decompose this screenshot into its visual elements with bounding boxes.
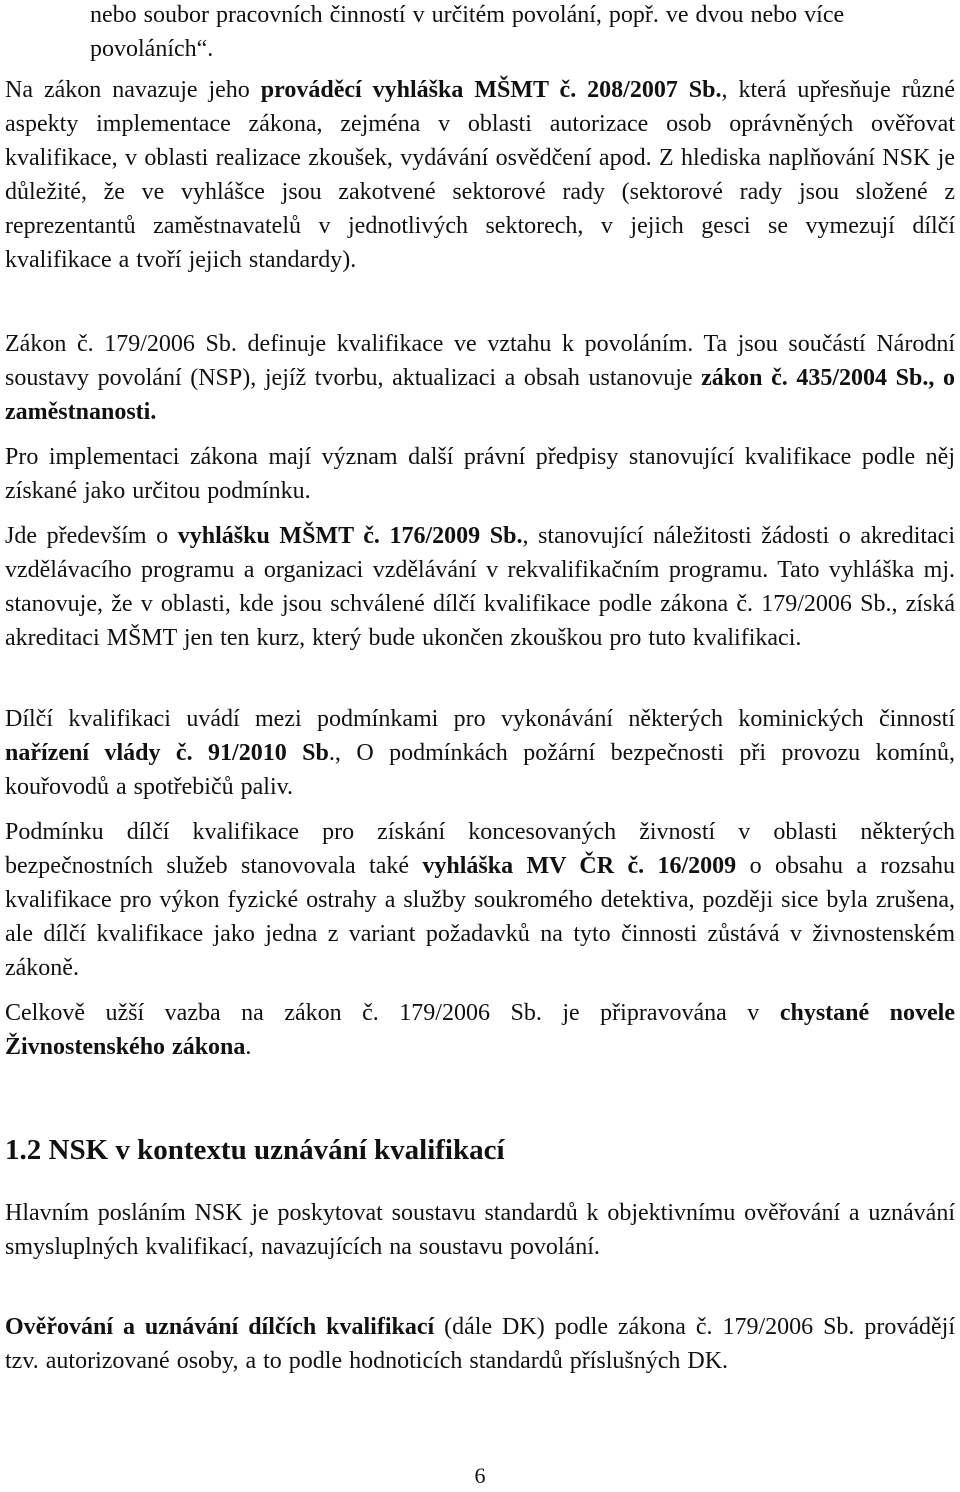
paragraph-implementing-decree [5,73,955,277]
section-heading: 1.2 NSK v kontextu uznávání kvalifikací [5,1134,505,1166]
emphasized-text: zákon č. 435/2004 Sb., o zaměstnanosti. [5,365,955,425]
text-run: Celkově užší vazba na zákon č. 179/2006 Sb. je připravována v [5,1000,780,1026]
text-run: ., O podmínkách požární bezpečnosti při provozu komínů, kouřovodů a spotřebičů paliv. [5,740,955,800]
text-run: . [245,1034,252,1060]
paragraph-nsk-mission [5,1196,955,1264]
text-run: Zákon č. 179/2006 Sb. definuje kvalifikace ve vztahu k povoláním. Ta jsou součástí Národní soustavy povolání (NSP), jejíž tvorbu, aktualizaci a obsah ustanovuje [5,331,955,391]
text-run: nebo soubor pracovních činností v určitém povolání, popř. ve dvou nebo více povoláních“. [90,2,845,62]
emphasized-text: Ověřování a uznávání dílčích kvalifikací [5,1314,435,1340]
text-run: , která upřesňuje různé aspekty implementace zákona, zejména v oblasti autorizace osob oprávněných ověřovat kvalifikace, v oblasti realizace zkoušek, vydávání osvědčení apod. Z hlediska naplňování NSK je důležité, že ve vyhlášce jsou zakotvené sektorové rady (sektorové rady jsou složené z reprezentantů zaměstnavatelů v jednotlivých sektorech, v jejich gesci se vymezují dílčí kvalifikace a tvoří jejich standardy). [5,77,955,273]
paragraph-law-definition [5,327,955,429]
emphasized-text: chystané novele Živnostenského zákona [5,1000,955,1060]
text-run: , stanovující náležitosti žádosti o akreditaci vzdělávacího programu a organizaci vzdělávání v rekvalifikačním programu. Tato vyhláška mj. stanovuje, že v oblasti, kde jsou schválené dílčí kvalifikace podle zákona č. 179/2006 Sb., získá akreditaci MŠMT jen ten kurz, který bude ukončen zkouškou pro tuto kvalifikaci. [5,523,956,651]
text-run: o obsahu a rozsahu kvalifikace pro výkon fyzické ostrahy a služby soukromého detektiva, později sice byla zrušena, ale dílčí kvalifikace jako jedna z variant požadavků na tyto činnosti zůstává v živnostenském zákoně. [5,853,956,981]
text-run: Hlavním posláním NSK je poskytovat soustavu standardů k objektivnímu ověřování a uznávání smysluplných kvalifikací, navazujících na soustavu povolání. [5,1200,955,1260]
page-number: 6 [474,1463,486,1488]
paragraph-verification [5,1310,955,1378]
emphasized-text: vyhláška MV ČR č. 16/2009 [422,853,737,879]
text-run: Dílčí kvalifikaci uvádí mezi podmínkami pro vykonávání některých kominických činností [5,706,955,732]
text-run: Pro implementaci zákona mají význam další právní předpisy stanovující kvalifikace podle něj získané jako určitou podmínku. [5,444,955,504]
text-run: Na zákon navazuje jeho [5,77,261,103]
paragraph-decree-176 [5,519,955,655]
text-run: Jde především o [5,523,178,549]
text-run: Podmínku dílčí kvalifikace pro získání koncesovaných živností v oblasti některých bezpečnostních služeb stanovovala také [5,819,955,879]
emphasized-text: prováděcí vyhláška MŠMT č. 208/2007 Sb. [260,77,722,103]
paragraph-government-regulation [5,702,955,804]
paragraph-intro-continuation [90,0,955,66]
emphasized-text: vyhlášku MŠMT č. 176/2009 Sb. [177,523,523,549]
paragraph-other-regulations [5,440,955,508]
paragraph-ministry-decree [5,815,955,985]
emphasized-text: nařízení vlády č. 91/2010 Sb [5,740,329,766]
paragraph-trade-law-amendment [5,996,955,1064]
text-run: (dále DK) podle zákona č. 179/2006 Sb. provádějí tzv. autorizované osoby, a to podle hodnoticích standardů příslušných DK. [5,1314,956,1374]
